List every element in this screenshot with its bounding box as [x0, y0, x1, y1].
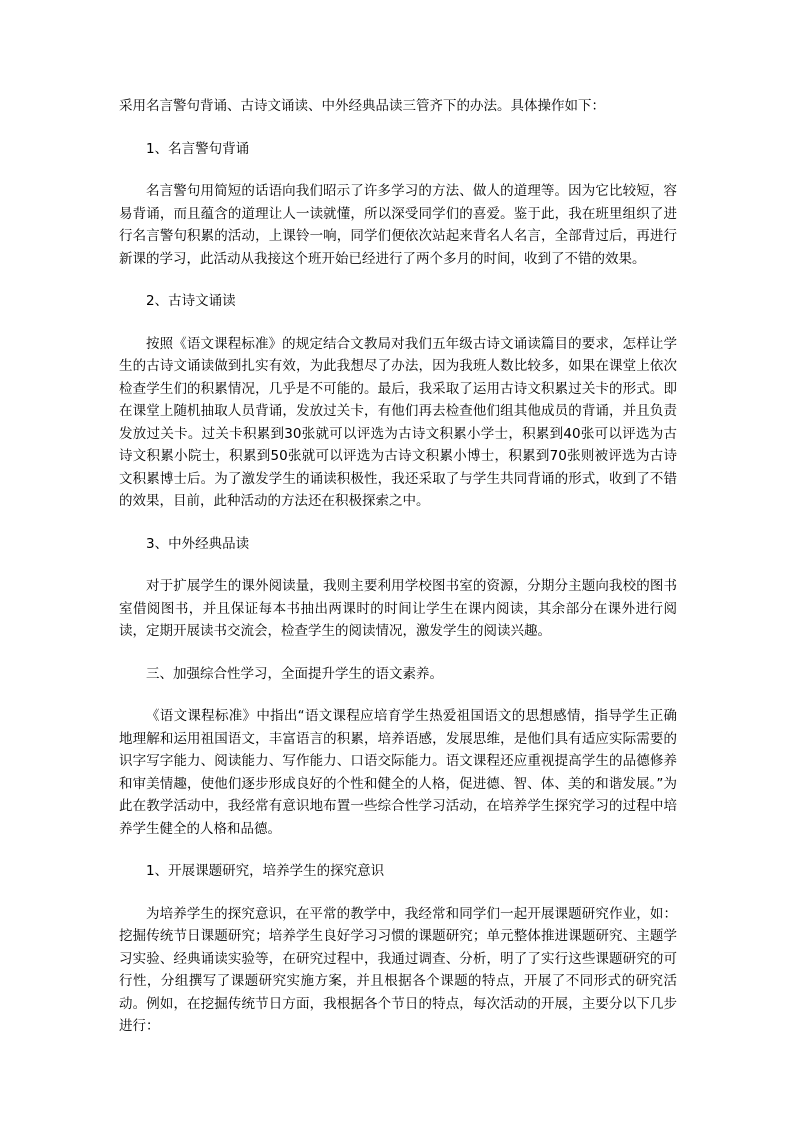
section-body-2: 按照《语文课程标准》的规定结合文教局对我们五年级古诗文诵读篇目的要求，怎样让学生的古诗文诵读做到扎实有效，为此我想尽了办法，因为我班人数比较多，如果在课堂上依次检查学生们的积累情况，几乎是不可能的。最后，我采取了运用古诗文积累过关卡的形式。即在课堂上随机抽取人员背诵，发放过关卡，有他们再去检查他们组其他成员的背诵，并且负责发放过关卡。过关卡积累到30张就可以评选为古诗文积累小学士，积累到40张可以评选为古诗文积累小院士，积累到50张就可以评选为古诗文积累小博士，积累到70张则被评选为古诗文积累博士后。为了激发学生的诵读积极性，我还采取了与学生共同背诵的形式，收到了不错的效果，目前，此种活动的方法还在积极探索之中。 — [119, 335, 677, 509]
part-three-body: 《语文课程标准》中指出“语文课程应培育学生热爱祖国语文的思想感情，指导学生正确地理解和运用祖国语文，丰富语言的积累，培养语感，发展思维，是他们具有适应实际需要的识字写字能力、阅读能力、写作能力、口语交际能力。语文课程还应重视提高学生的品德修养和审美情趣，使他们逐步形成良好的个性和健全的人格，促进德、智、体、美的和谐发展。”为此在教学活动中，我经常有意识地布置一些综合性学习活动，在培养学生探究学习的过程中培养学生健全的人格和品德。 — [119, 708, 677, 837]
part-three-heading: 三、加强综合性学习，全面提升学生的语文素养。 — [146, 665, 443, 682]
section-heading-2: 2、古诗文诵读 — [146, 293, 236, 309]
section-heading-3: 3、中外经典品读 — [146, 535, 250, 552]
section-heading-1: 1、名言警句背诵 — [146, 140, 250, 157]
intro-paragraph: 采用名言警句背诵、古诗文诵读、中外经典品读三管齐下的办法。具体操作如下： — [119, 98, 605, 114]
sub-section-heading: 1、开展课题研究，培养学生的探究意识 — [146, 863, 385, 879]
sub-section-body: 为培养学生的探究意识，在平常的教学中，我经常和同学们一起开展课题研究作业，如：挖掘传统节日课题研究；培养学生良好学习习惯的课题研究；单元整体推进课题研究、主题学习实验、经典诵读实验等，在研究过程中，我通过调查、分析，明了了实行这些课题研究的可行性，分组撰写了课题研究实施方案，并且根据各个课题的特点，开展了不同形式的研究活动。例如，在挖掘传统节日方面，我根据各个节日的特点，每次活动的开展，主要分以下几步进行： — [119, 905, 677, 1034]
section-body-3: 对于扩展学生的课外阅读量，我则主要利用学校图书室的资源，分期分主题向我校的图书室借阅图书，并且保证每本书抽出两课时的时间让学生在课内阅读，其余部分在课外进行阅读，定期开展读书交流会，检查学生的阅读情况，激发学生的阅读兴趣。 — [119, 578, 677, 639]
section-body-1: 名言警句用简短的话语向我们昭示了许多学习的方法、做人的道理等。因为它比较短，容易背诵，而且蕴含的道理让人一读就懂，所以深受同学们的喜爱。鉴于此，我在班里组织了进行名言警句积累的活动，上课铃一响，同学们便依次站起来背名人名言，全部背过后，再进行新课的学习，此活动从我接这个班开始已经进行了两个多月的时间，收到了不错的效果。 — [119, 183, 677, 267]
document-content — [119, 95, 677, 1038]
